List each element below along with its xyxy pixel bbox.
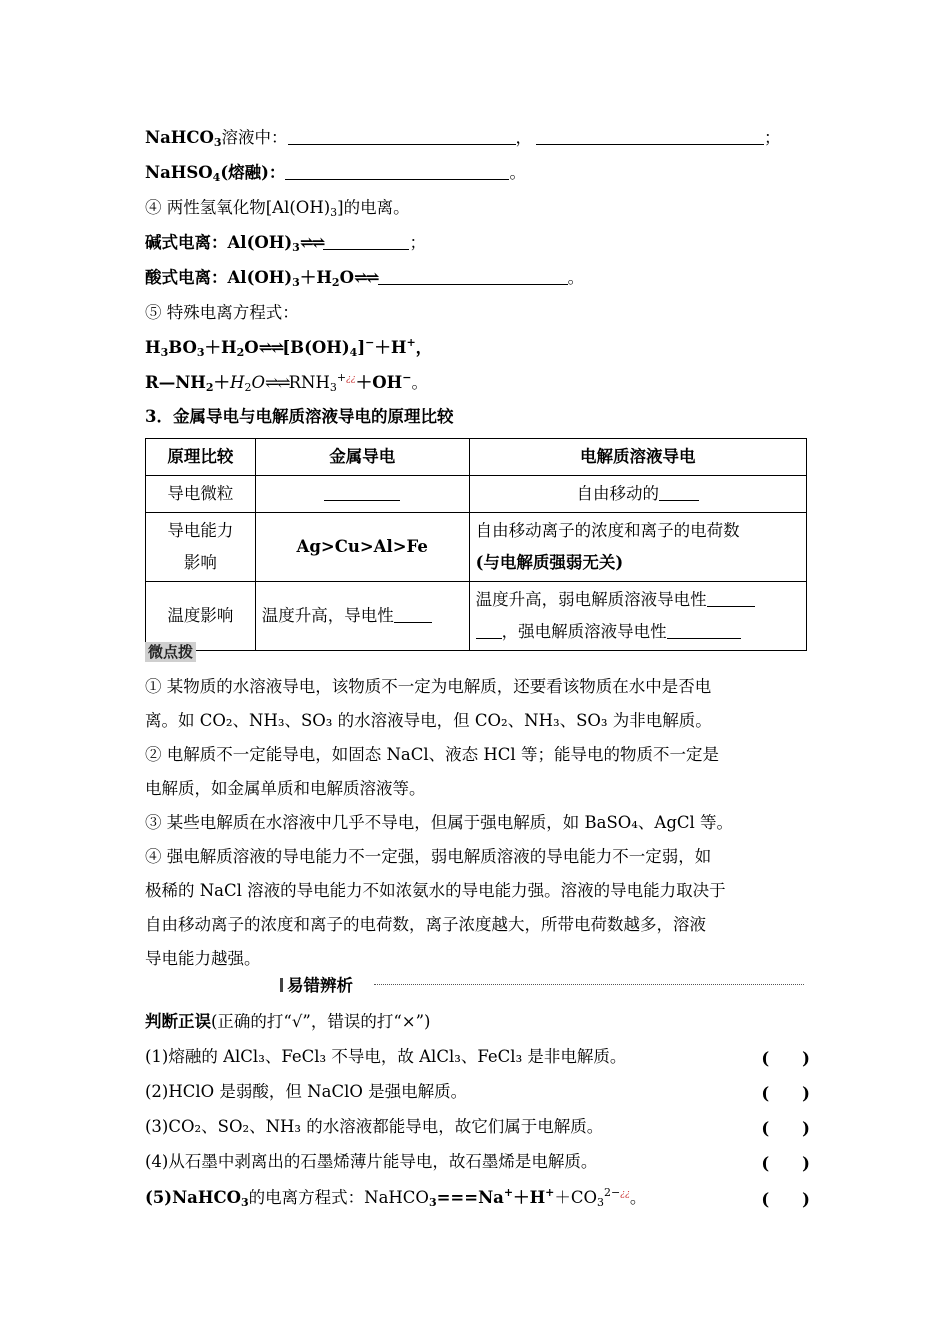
text: H (145, 338, 161, 357)
formula: NaHSO (145, 163, 213, 182)
artifact: ¿¿ (620, 1189, 630, 1199)
subscript: 4 (212, 171, 221, 184)
text: 的电离方程式：NaHCO (248, 1188, 429, 1207)
table-cell (255, 582, 469, 651)
label: 碱式电离：Al(OH) (145, 233, 293, 252)
subscript: 4 (349, 346, 358, 359)
table-header-row (146, 439, 807, 476)
tip-line: ① 某物质的水溶液导电，该物质不一定为电解质，还要看该物质在水中是否电 (145, 677, 712, 696)
punct: 。 (509, 163, 526, 182)
blank[interactable] (659, 484, 699, 501)
nahso4-line (145, 161, 526, 185)
text: ===Na (436, 1188, 504, 1207)
table-row (146, 513, 807, 582)
blank[interactable] (536, 128, 764, 145)
tip-line: ③ 某些电解质在水溶液中几乎不导电，但属于强电解质，如 BaSO₄、AgCl 等。 (145, 813, 734, 832)
subscript: 3 (160, 346, 169, 359)
table-cell (469, 582, 806, 651)
blank[interactable] (378, 268, 568, 285)
table-header: 原理比较 (146, 439, 256, 476)
subscript: 2 (331, 276, 340, 289)
tip-line: 离。如 CO₂、NH₃、SO₃ 的水溶液导电，但 CO₂、NH₃、SO₃ 为非电解质。 (145, 711, 712, 730)
blank[interactable] (667, 622, 741, 639)
cell-text: (与电解质强弱无关) (475, 553, 624, 572)
text: O (339, 268, 354, 287)
subscript: 3 (292, 276, 300, 289)
table-row (146, 476, 807, 513)
text: O (244, 338, 259, 357)
cell-text: 自由移动的 (576, 484, 660, 503)
tip-line: ② 电解质不一定能导电，如固态 NaCl、液态 HCl 等；能导电的物质不一定是 (145, 745, 719, 764)
tip-badge: 微点拨 (145, 642, 196, 662)
judge-item (145, 1115, 603, 1139)
text: ⑤ 特殊电离方程式： (145, 303, 299, 322)
text: (5)NaHCO (145, 1188, 241, 1207)
equilibrium-arrow-icon: ⇌⇌ (353, 268, 378, 287)
punct: 。 (411, 373, 428, 392)
text: O (251, 373, 265, 392)
text: ＋ (213, 373, 231, 392)
subscript: 2 (244, 381, 252, 394)
acid-ionization-line (145, 266, 584, 290)
punct: ； (764, 128, 781, 147)
formula: NaHCO (145, 128, 214, 147)
blank[interactable] (324, 484, 400, 501)
question-text: (1)熔融的 AlCl₃、FeCl₃ 不导电，故 AlCl₃、FeCl₃ 是非电解质。 (145, 1047, 627, 1066)
equilibrium-arrow-icon: ⇌⇌ (264, 373, 289, 392)
subscript: 3 (330, 206, 338, 219)
judge-item (145, 1186, 646, 1210)
item5-line (145, 301, 299, 325)
superscript: − (402, 371, 412, 384)
plus-sign: + (336, 371, 347, 384)
tip-line: 极稀的 NaCl 溶液的导电能力不如浓氨水的导电能力强。溶液的导电能力取决于 (145, 881, 726, 900)
blank[interactable] (394, 606, 432, 623)
tips-block (145, 670, 807, 976)
comparison-table (145, 438, 807, 651)
superscript: + (545, 1186, 555, 1199)
table-header: 电解质溶液导电 (469, 439, 806, 476)
blank[interactable] (288, 128, 516, 145)
blank[interactable] (285, 163, 509, 180)
text: ＋H (374, 338, 407, 357)
question-text: (3)CO₂、SO₂、NH₃ 的水溶液都能导电，故它们属于电解质。 (145, 1117, 604, 1136)
dotted-divider (374, 984, 804, 985)
judge-item (145, 1150, 597, 1174)
basic-ionization-line (145, 231, 426, 255)
cell-text: 自由移动离子的浓度和离子的电荷数 (475, 521, 740, 540)
cell-text: 影响 (183, 553, 217, 572)
superscript: − (365, 336, 375, 349)
bar-icon (280, 978, 283, 992)
question-text: (4)从石墨中剥离出的石墨烯薄片能导电，故石墨烯是电解质。 (145, 1152, 598, 1171)
judge-item (145, 1080, 467, 1104)
question-text: (2)HClO 是弱酸，但 NaClO 是强电解质。 (145, 1082, 468, 1101)
text: ④ 两性氢氧化物[Al(OH) (145, 198, 331, 217)
subscript: 3 (428, 1196, 437, 1209)
item4-line (145, 196, 410, 220)
tip-line: 自由移动离子的浓度和离子的电荷数，离子浓度越大，所带电荷数越多，溶液 (145, 915, 706, 934)
table-cell (255, 476, 469, 513)
judge-item (145, 1045, 626, 1069)
blank[interactable] (476, 622, 502, 639)
tip-line: ④ 强电解质溶液的导电能力不一定强，弱电解质溶液的导电能力不一定弱，如 (145, 847, 712, 866)
equilibrium-arrow-icon: ⇌⇌ (258, 338, 283, 357)
punct: 。 (567, 268, 585, 287)
text: ＋H (299, 268, 332, 287)
punct: 。 (629, 1188, 647, 1207)
text: RNH (288, 373, 330, 392)
text: ＋H (513, 1188, 546, 1207)
subscript: 2 (236, 346, 245, 359)
label: (熔融)： (220, 163, 286, 182)
subscript: 3 (196, 346, 205, 359)
equilibrium-arrow-icon: ⇌⇌ (299, 233, 324, 252)
judge-intro (145, 1010, 430, 1034)
punct: ， (415, 338, 433, 357)
label: 溶液中： (221, 128, 288, 147)
label: 判断正误 (145, 1012, 211, 1031)
text: ] (357, 338, 366, 357)
subscript: 3 (213, 136, 222, 149)
table-cell: 温度影响 (146, 582, 256, 651)
subscript: 3 (292, 241, 300, 254)
answer-paren[interactable]: ( ) (761, 1049, 810, 1068)
answer-paren[interactable]: ( ) (761, 1084, 810, 1103)
cell-text: ，强电解质溶液导电性 (501, 622, 667, 641)
h3bo3-equation (145, 336, 432, 360)
answer-paren[interactable]: ( ) (761, 1190, 810, 1209)
text: ＋CO (554, 1188, 598, 1207)
cell-text: 温度升高，弱电解质溶液导电性 (475, 590, 707, 609)
section-title: 易错辨析 (287, 976, 353, 995)
text: R—NH (145, 373, 206, 392)
punct: ； (409, 233, 426, 252)
text: ＋H (204, 338, 237, 357)
superscript (337, 371, 356, 384)
text: (正确的打“√”，错误的打“×”) (211, 1012, 431, 1031)
text: BO (168, 338, 197, 357)
cell-text: 温度升高，导电性 (261, 606, 394, 625)
charge: 2− (604, 1186, 621, 1199)
subscript: 3 (597, 1196, 605, 1209)
text: H (230, 373, 245, 392)
label: 酸式电离：Al(OH) (145, 268, 293, 287)
superscript: + (503, 1186, 514, 1199)
answer-paren[interactable]: ( ) (761, 1119, 810, 1138)
table-header: 金属导电 (255, 439, 469, 476)
table-cell (146, 513, 256, 582)
subscript: 3 (240, 1196, 249, 1209)
section-header (280, 972, 810, 996)
punct: ， (515, 128, 533, 147)
table-row (146, 582, 807, 651)
text: ]的电离。 (337, 198, 410, 217)
table-cell: Ag>Cu>Al>Fe (255, 513, 469, 582)
superscript (604, 1186, 630, 1199)
tip-line: 电解质，如金属单质和电解质溶液等。 (145, 779, 426, 798)
tip-line: 导电能力越强。 (145, 949, 261, 968)
blank[interactable] (707, 590, 755, 607)
rnh2-equation (145, 371, 428, 395)
artifact: ¿¿ (346, 374, 356, 384)
subscript: 3 (329, 381, 337, 394)
nahco3-line (145, 126, 781, 150)
table-cell (469, 476, 806, 513)
blank[interactable] (323, 233, 409, 250)
table-cell: 导电微粒 (146, 476, 256, 513)
text: ＋OH (355, 373, 403, 392)
table-cell (469, 513, 806, 582)
superscript: + (406, 336, 416, 349)
subscript: 2 (205, 381, 214, 394)
cell-text: 导电能力 (167, 521, 234, 540)
text: [B(OH) (282, 338, 350, 357)
answer-paren[interactable]: ( ) (761, 1154, 810, 1173)
section-heading-3: 3．金属导电与电解质溶液导电的原理比较 (145, 407, 454, 426)
